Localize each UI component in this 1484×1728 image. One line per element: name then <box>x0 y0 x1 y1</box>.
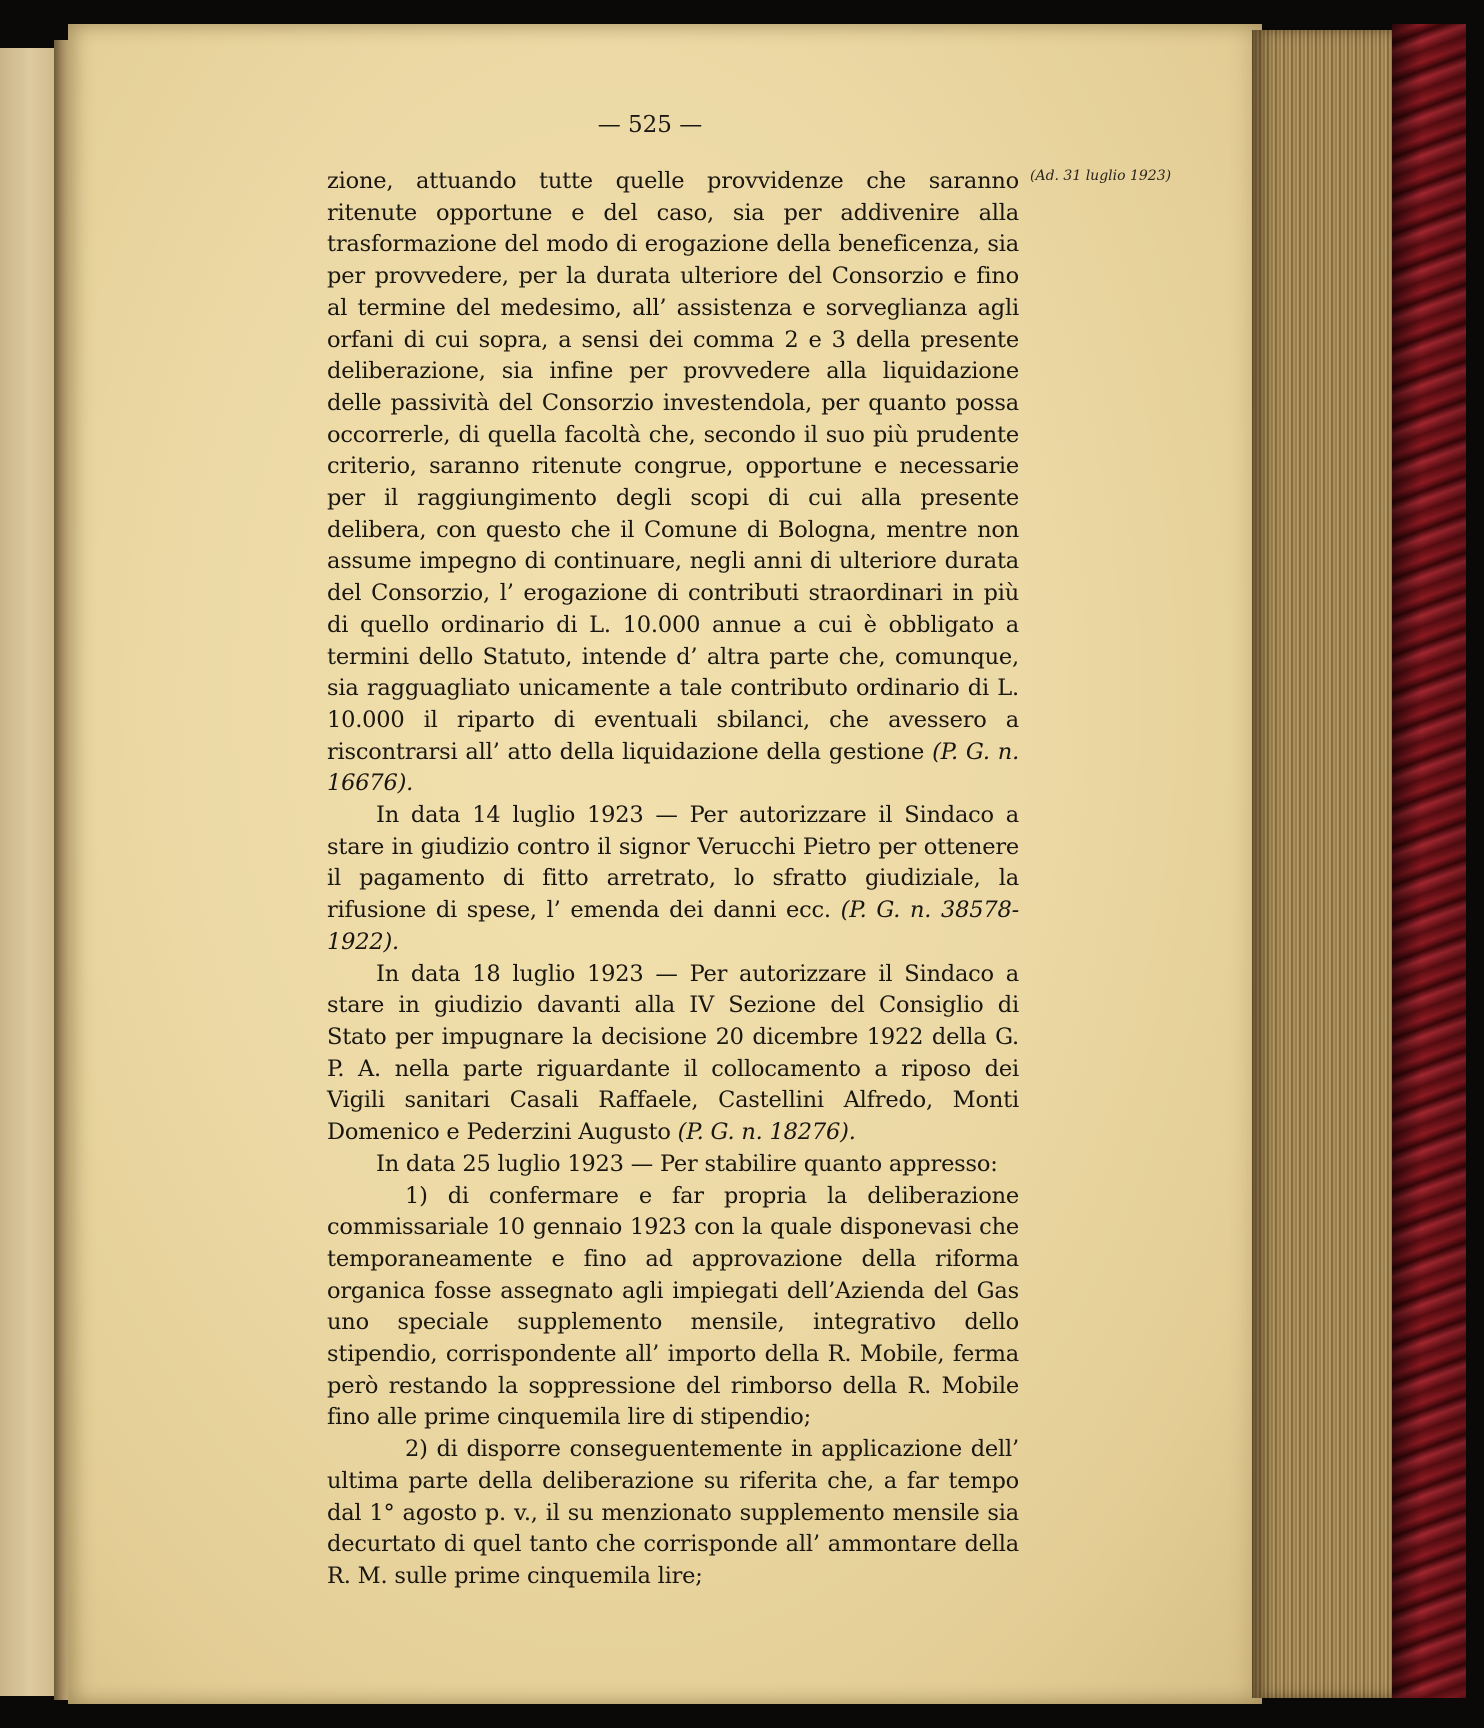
cover-shadow <box>1392 24 1466 1698</box>
paragraph-text: zione, attuando tutte quelle provvidenze che saranno ritenute opportune e del caso, sia per addivenire alla trasformazione del modo di erogazione della beneficenza, sia per provvedere, per la durata ulteriore del Consorzio e fino al termine del medesimo, all’ assistenza e sorveglianza agli orfani di cui sopra, a sensi dei comma 2 e 3 della presente deliberazione, sia infine per provvedere alla liquidazione delle passività del Consorzio investendola, per quanto possa occorrerle, di quella facoltà che, secondo il suo più prudente criterio, saranno ritenute congrue, opportune e necessarie per il raggiungimento degli scopi di cui alla presente delibera, con questo che il Comune di Bologna, mentre non assume impegno di continuare, negli anni di ulteriore durata del Consorzio, l’ erogazione di contributi straordinari in più di quello ordinario di L. 10.000 annue a cui è obbligato a termini dello Statuto, intende d’ altra parte che, comunque, sia ragguagliato unicamente a tale contributo ordinario di L. 10.000 il riparto di eventuali sbilanci, che avessero a riscontrarsi all’ atto della liquidazione della gestione <box>327 168 1019 765</box>
page-number: — 525 — <box>597 112 703 138</box>
paragraph <box>327 800 1019 959</box>
paragraph-text: In data 18 luglio 1923 — Per autorizzare il Sindaco a stare in giudizio davanti alla IV Sezione del Consiglio di Stato per impugnare la decisione 20 dicembre 1922 della G. P. A. nella parte riguardante il collocamento a riposo dei Vigili sanitari Casali Raffaele, Castellini Alfredo, Monti Domenico e Pederzini Augusto <box>327 960 1019 1146</box>
page-edges-stack <box>1252 30 1394 1698</box>
list-item: 2) di disporre conseguentemente in applicazione dell’ ultima parte della deliberazione su riferita che, a far tempo dal 1° agosto p. v., il su menzionato supplemento mensile sia decurtato di quel tanto che corrisponde all’ ammontare della R. M. sulle prime cinquemila lire; <box>327 1436 1019 1589</box>
paragraph: In data 25 luglio 1923 — Per stabilire quanto appresso: <box>376 1150 998 1177</box>
protocol-reference: (P. G. n. 16676). <box>327 738 1020 797</box>
protocol-reference: (P. G. n. 18276). <box>677 1119 856 1146</box>
paragraph-text: In data 14 luglio 1923 — Per autorizzare il Sindaco a stare in giudizio contro il signor Verucchi Pietro per ottenere il pagamento di fitto arretrato, lo sfratto giudiziale, la rifusione di spese, l’ emenda dei danni ecc. <box>327 802 1019 924</box>
list-item: 1) di confermare e far propria la deliberazione commissariale 10 gennaio 1923 con la quale disponevasi che temporaneamente e fino ad approvazione della riforma organica fosse assegnato agli impiegati dell’Azienda del Gas uno speciale supplemento mensile, integrativo dello stipendio, corrispondente all’ importo della R. Mobile, ferma però restando la soppressione del rimborso della R. Mobile fino alle prime cinquemila lire di stipendio; <box>327 1182 1019 1431</box>
protocol-reference: (P. G. n. 38578-1922). <box>327 897 1019 955</box>
margin-note: (Ad. 31 luglio 1923) <box>1030 168 1172 184</box>
page-body <box>327 166 1019 1593</box>
previous-page-edge <box>0 48 60 1696</box>
paragraph <box>327 959 1019 1149</box>
paragraph <box>327 166 1019 800</box>
